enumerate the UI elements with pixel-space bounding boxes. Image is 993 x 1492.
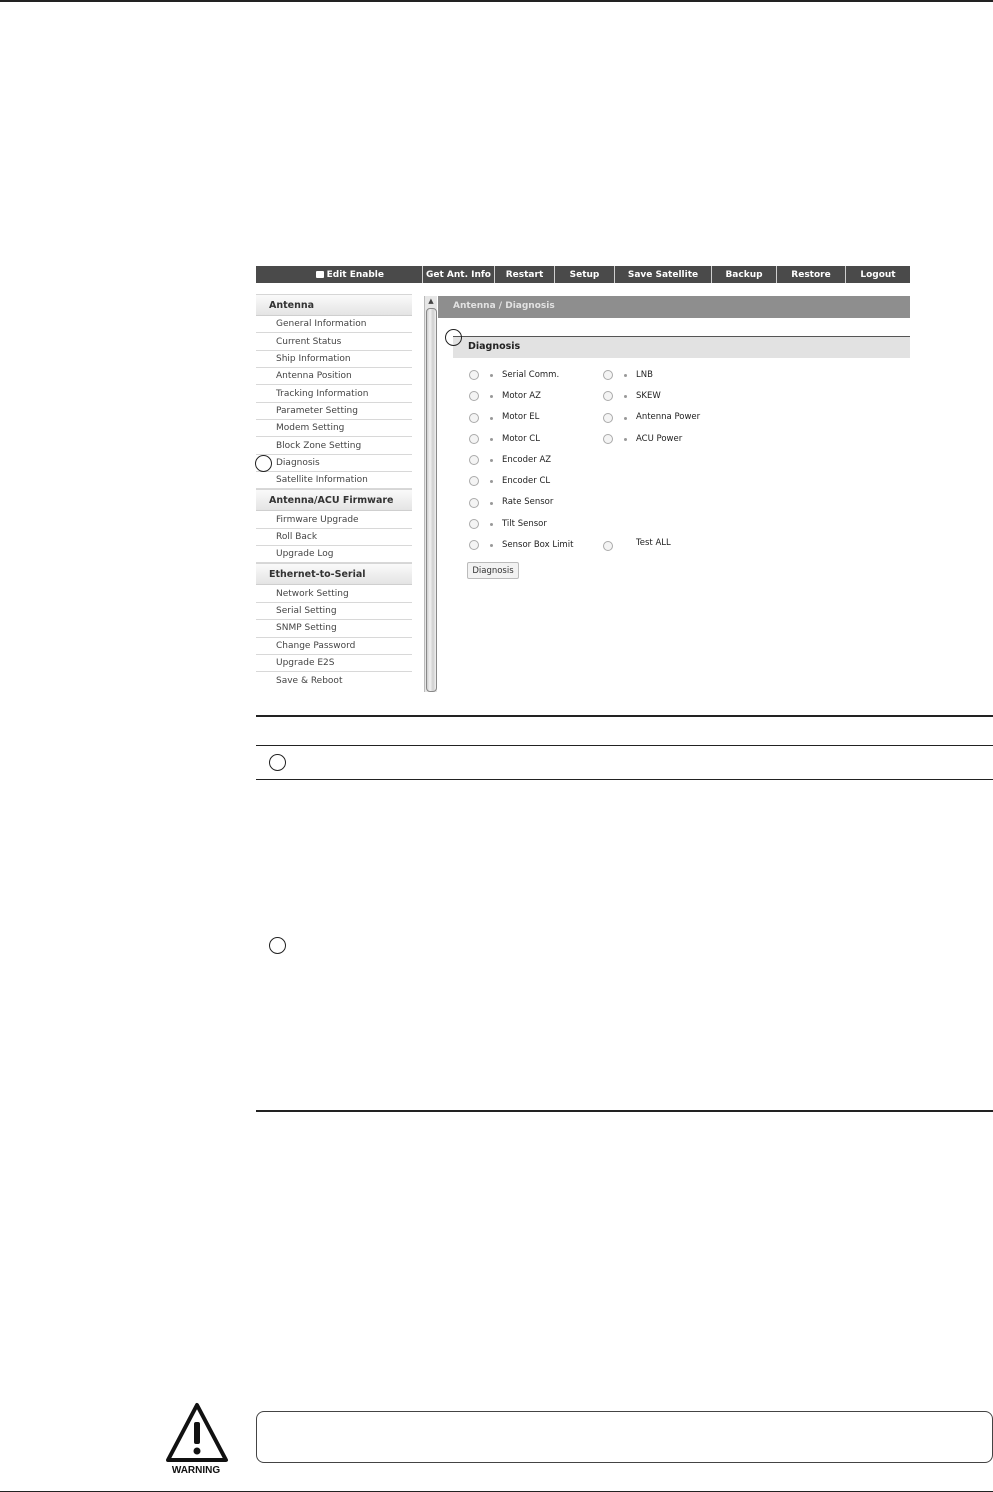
radio-motor-az[interactable] [469,391,479,401]
label-skew: SKEW [636,391,661,401]
top-toolbar [256,266,910,283]
sidebar-nav [256,294,412,692]
bullet-icon [490,523,493,526]
sidebar-item-upgrade-e2s[interactable]: Upgrade E2S [256,655,412,672]
bullet-icon [490,459,493,462]
sidebar-section-ethernet-to-serial: Ethernet-to-Serial [256,563,412,585]
bullet-icon [624,417,627,420]
sidebar-item-block-zone-setting[interactable]: Block Zone Setting [256,437,412,454]
diagnosis-button[interactable]: Diagnosis [467,562,519,579]
backup-button[interactable]: Backup [711,266,776,283]
table-header-rule [256,745,993,746]
radio-sensor-box-limit[interactable] [469,540,479,550]
bullet-icon [490,395,493,398]
breadcrumb: Antenna / Diagnosis [453,301,555,311]
vertical-scrollbar[interactable] [424,296,437,692]
label-test-all: Test ALL [636,538,671,548]
sidebar-item-satellite-information[interactable]: Satellite Information [256,472,412,489]
label-tilt-sensor: Tilt Sensor [502,519,547,529]
sidebar-item-network-setting[interactable]: Network Setting [256,585,412,602]
sidebar-item-firmware-upgrade[interactable]: Firmware Upgrade [256,511,412,528]
edit-enable-label: Edit Enable [326,269,384,280]
label-lnb: LNB [636,370,653,380]
bullet-icon [624,438,627,441]
sidebar-item-modem-setting[interactable]: Modem Setting [256,420,412,437]
radio-tilt-sensor[interactable] [469,519,479,529]
label-encoder-az: Encoder AZ [502,455,552,465]
sidebar-item-serial-setting[interactable]: Serial Setting [256,603,412,620]
sidebar-item-change-password[interactable]: Change Password [256,638,412,655]
bullet-icon [490,480,493,483]
radio-skew[interactable] [603,391,613,401]
get-ant-info-button[interactable]: Get Ant. Info [422,266,494,283]
radio-encoder-cl[interactable] [469,476,479,486]
callout-circle [269,754,286,771]
section-title: Diagnosis [468,341,521,352]
setup-button[interactable]: Setup [554,266,614,283]
table-top-rule [256,715,993,717]
bullet-icon [490,374,493,377]
label-serial-comm: Serial Comm. [502,370,560,380]
label-motor-el: Motor EL [502,412,540,422]
warning-box [256,1411,993,1463]
table-bottom-rule [256,1110,993,1112]
radio-rate-sensor[interactable] [469,498,479,508]
radio-serial-comm[interactable] [469,370,479,380]
scroll-up-icon[interactable]: ▲ [428,297,434,305]
sidebar-item-save-reboot[interactable]: Save & Reboot [276,675,343,686]
sidebar-item-parameter-setting[interactable]: Parameter Setting [256,403,412,420]
sidebar-section-antenna: Antenna [256,294,412,316]
sidebar-item-tracking-information[interactable]: Tracking Information [256,385,412,402]
warning-icon [165,1402,229,1464]
callout-circle [269,937,286,954]
edit-enable-button[interactable] [256,266,422,283]
label-antenna-power: Antenna Power [636,412,701,422]
restore-button[interactable]: Restore [776,266,845,283]
bullet-icon [490,417,493,420]
top-rule [0,0,993,2]
label-sensor-box-limit: Sensor Box Limit [502,540,574,550]
restart-button[interactable]: Restart [494,266,554,283]
bullet-icon [624,374,627,377]
bullet-icon [490,502,493,505]
sidebar-item-snmp-setting[interactable]: SNMP Setting [256,620,412,637]
radio-test-all[interactable] [603,541,613,551]
label-acu-power: ACU Power [636,434,683,444]
table-row-rule [256,779,993,780]
sidebar-section-firmware: Antenna/ACU Firmware [256,489,412,511]
checkbox-icon [316,271,324,278]
warning-label: WARNING [171,1465,221,1476]
label-rate-sensor: Rate Sensor [502,497,554,507]
radio-lnb[interactable] [603,370,613,380]
radio-motor-el[interactable] [469,413,479,423]
bullet-icon [490,544,493,547]
radio-acu-power[interactable] [603,434,613,444]
sidebar-item-roll-back[interactable]: Roll Back [256,529,412,546]
save-satellite-button[interactable]: Save Satellite [614,266,711,283]
bullet-icon [490,438,493,441]
label-encoder-cl: Encoder CL [502,476,551,486]
sidebar-item-diagnosis[interactable]: Diagnosis [256,455,412,472]
sidebar-item-ship-information[interactable]: Ship Information [256,351,412,368]
callout-circle [255,455,272,472]
sidebar-item-upgrade-log[interactable]: Upgrade Log [256,546,412,563]
callout-circle [445,329,462,346]
label-motor-az: Motor AZ [502,391,541,401]
bullet-icon [624,395,627,398]
radio-antenna-power[interactable] [603,413,613,423]
scrollbar-thumb[interactable] [426,308,437,692]
radio-motor-cl[interactable] [469,434,479,444]
label-motor-cl: Motor CL [502,434,540,444]
logout-button[interactable]: Logout [845,266,910,283]
radio-encoder-az[interactable] [469,455,479,465]
sidebar-item-current-status[interactable]: Current Status [256,333,412,350]
sidebar-item-antenna-position[interactable]: Antenna Position [256,368,412,385]
sidebar-item-general-information[interactable]: General Information [256,316,412,333]
section-header [453,336,910,358]
